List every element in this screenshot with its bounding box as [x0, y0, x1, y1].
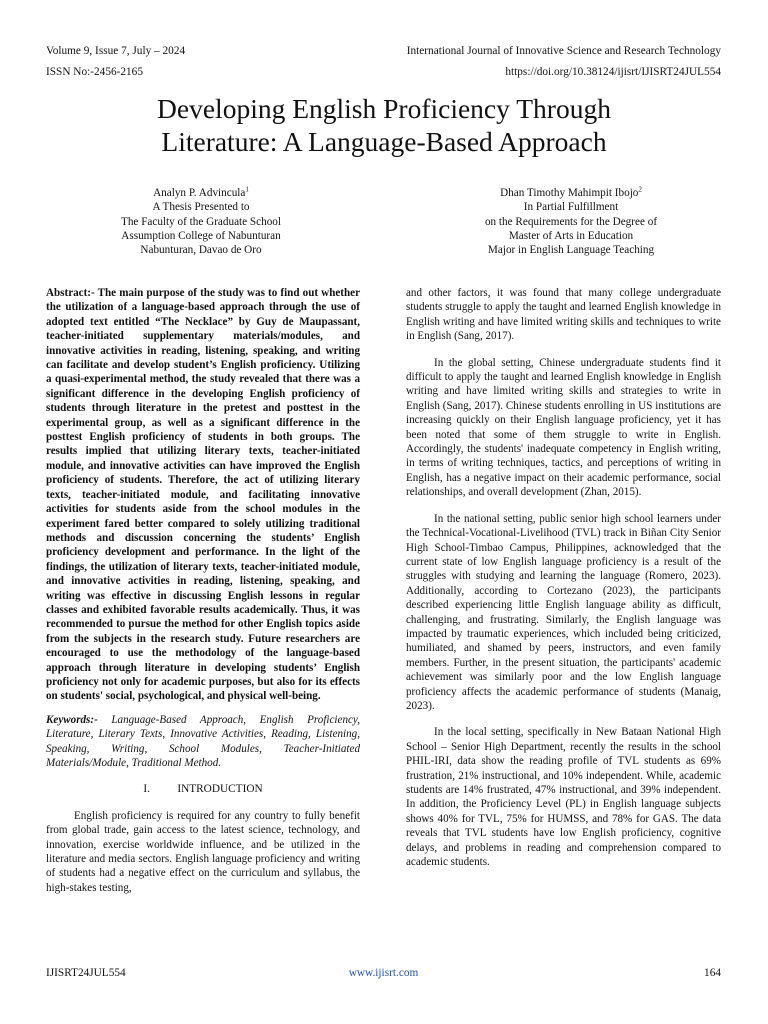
- doi-link[interactable]: https://doi.org/10.38124/ijisrt/IJISRT24JUL554: [505, 66, 721, 78]
- page-number: 164: [704, 967, 721, 979]
- author-2-line: In Partial Fulfillment: [523, 201, 619, 214]
- keywords: [46, 713, 360, 771]
- body-paragraph: and other factors, it was found that many college undergraduate students struggle to apply the taught and learned English knowledge in English writing and have limited writing skills and techniques to write in English (Sang, 2017).: [406, 287, 721, 343]
- abstract: Abstract:- The main purpose of the study was to find out whether the utilization of a language-based approach through the use of adopted text entitled “The Necklace” by Guy de Maupassant, teacher-initiated supplementary materials/modules, and innovative activities in reading, listening, speaking, and writing can facilitate and develop student’s English proficiency. Utilizing a quasi-experimental method, the study revealed that there was a significant difference in the developing English proficiency of students through literature in the pretest and posttest in the experimental group, as well as a significant difference in the posttest English proficiency of students in both groups. The results implied that utilizing literary texts, teacher-initiated module, and innovative activities can have improved the English proficiency of students. Therefore, the act of utilizing literary texts, teacher-initiated module, and facilitating innovative activities for students aside from the school modules in the experiment fared better compared to solely utilizing traditional methods and discussion concerning the students’ English proficiency development and performance. In the light of the findings, the utilization of literary texts, teacher-initiated module, and innovative activities in reading, listening, speaking, and writing was effective in discussing English lessons in regular classes and exhibited favorable results academically. Thus, it was recommended to pursue the method for other English topics aside from the subjects in the research study. Future researchers are encouraged to use the methodology of the language-based approach through literature in developing students’ English proficiency not only for academic purposes, but also for its effects on students' social, psychological, and physical well-being.: [46, 287, 360, 703]
- title-line-1: Developing English Proficiency Through: [157, 93, 611, 124]
- right-column: [406, 286, 721, 869]
- section-title: INTRODUCTION: [177, 783, 263, 796]
- author-1-line: Nabunturan, Davao de Oro: [140, 244, 262, 257]
- body-paragraph: In the local setting, specifically in New Bataan National High School – Senior High Department, recently the results in the school PHIL-IRI, data show the reading profile of TVL students as 69% frustration, 21% instructional, and 10% independent. While, academic students are 14% frustrated, 47% instructional, and 39% independent. In addition, the Proficiency Level (PL) in English language subjects shows 40% for TVL, 75% for HUMSS, and 78% for GAS. The data reveals that TVL students have low English proficiency, cognitive delays, and problems in reading and comprehension compared to academic students.: [406, 726, 721, 869]
- author-2-line: Major in English Language Teaching: [487, 244, 655, 257]
- volume-info: Volume 9, Issue 7, July – 2024: [46, 45, 186, 57]
- author-1-name: Analyn P. Advincula: [153, 187, 246, 199]
- author-1-line: A Thesis Presented to: [152, 201, 250, 214]
- article-id: IJISRT24JUL554: [46, 967, 126, 979]
- running-header-top: [46, 44, 721, 58]
- author-1-line: The Faculty of the Graduate School: [121, 215, 281, 228]
- author-2-affil-mark: 2: [638, 185, 642, 194]
- intro-paragraph: English proficiency is required for any country to fully benefit from global trade, gain access to the latest science, technology, and innovation, exercise worldwide influence, and be utilized in the literature and media sectors. English language proficiency and writing of students had a negative effect on the curriculum and syllabus, the high-stakes testing,: [46, 809, 360, 894]
- keywords-text: Language-Based Approach, English Proficiency, Literature, Literary Texts, Innovative Activities, Reading, Listening, Speaking, Writing, School Modules, Teacher-Initiated Materials/Module, Traditional Method.: [46, 713, 360, 769]
- author-1-affil-mark: 1: [245, 185, 249, 194]
- author-1-line: Assumption College of Nabunturan: [121, 229, 281, 242]
- paper-title: [40, 92, 728, 158]
- issn: ISSN No:-2456-2165: [46, 66, 143, 78]
- body-paragraph: In the global setting, Chinese undergraduate students find it difficult to apply the taught and learned English knowledge in English writing and have limited writing skills and strategies to write in English (Sang, 2017). Chinese students enrolling in US institutions are increasing quickly on their English language proficiency, yet it has been noted that some of them struggle to write in English. Accordingly, the students' inadequate competency in English writing, in terms of writing techniques, tactics, and perceptions of writing in English, has a negative impact on their academic performance, social relationships, and overall development (Zhan, 2015).: [406, 356, 721, 499]
- body-paragraph: In the national setting, public senior high school learners under the Technical-Vocational-Livelihood (TVL) track in Biñan City Senior High School-Timbao Campus, Philippines, acknowledged that the current state of low English language proficiency is a result of the struggles with studying and learning the language (Romero, 2023). Additionally, according to Cortezano (2023), the participants described experiencing little English language ability as difficult, challenging, and frustrating. Similarly, the English language was impacted by traumatic experiences, which included being criticized, humiliated, and shamed by peers, instructors, and even family members. Further, in the present situation, the participants' academic achievement was similarly poor and the low English language proficiency affects the academic performance of students (Manaig, 2023).: [406, 512, 721, 712]
- section-heading: [46, 782, 360, 796]
- left-column: [46, 286, 360, 895]
- journal-website-link[interactable]: www.ijisrt.com: [348, 967, 419, 979]
- author-2-name: Dhan Timothy Mahimpit Ibojo: [500, 187, 639, 199]
- journal-name: International Journal of Innovative Science and Research Technology: [406, 45, 721, 57]
- title-line-2: Literature: A Language-Based Approach: [161, 126, 607, 157]
- running-header-bottom: [46, 65, 721, 79]
- keywords-label: Keywords:-: [46, 713, 98, 726]
- author-2-line: on the Requirements for the Degree of: [484, 215, 658, 228]
- author-1: [46, 186, 356, 257]
- section-number: I.: [143, 783, 150, 796]
- author-2-line: Master of Arts in Education: [508, 229, 634, 242]
- author-2: [416, 186, 726, 257]
